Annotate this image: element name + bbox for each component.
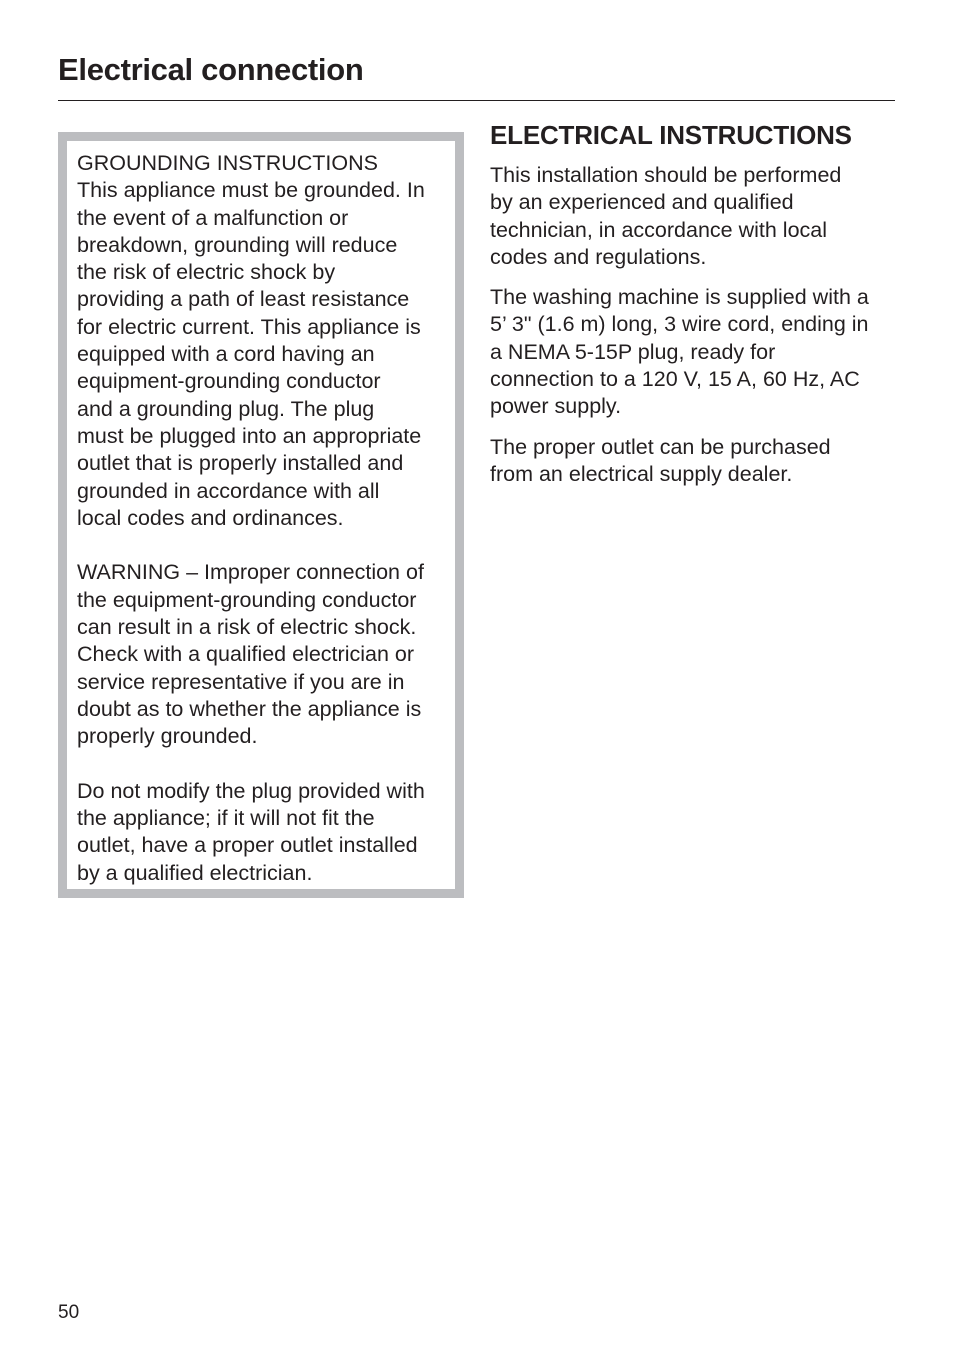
electrical-instructions-section [490, 118, 900, 501]
text-line: 5’ 3" (1.6 m) long, 3 wire cord, ending in [490, 312, 869, 337]
plug-modification-paragraph [77, 778, 455, 887]
text-line: and a grounding plug. The plug [77, 396, 375, 421]
text-line: codes and regulations. [490, 244, 707, 269]
text-line: outlet that is properly installed and [77, 451, 404, 476]
text-line: equipped with a cord having an [77, 342, 375, 367]
text-line: This installation should be performed [490, 163, 842, 187]
text-line: Do not modify the plug provided with [77, 778, 425, 803]
page-number: 50 [58, 1302, 80, 1323]
text-line: The washing machine is supplied with a [490, 285, 869, 310]
grounding-warning-box [58, 132, 464, 898]
text-line: properly grounded. [77, 724, 258, 749]
text-line: the risk of electric shock by [77, 260, 336, 285]
text-line: providing a path of least resistance [77, 287, 410, 312]
text-line: for electric current. This appliance is [77, 314, 421, 339]
text-line: WARNING – Improper connection of [77, 560, 424, 585]
text-line: technician, in accordance with local [490, 217, 828, 242]
text-line: Check with a qualified electrician or [77, 642, 414, 667]
outlet-purchase-paragraph [490, 434, 900, 489]
text-line: The proper outlet can be purchased [490, 434, 831, 459]
text-line: This appliance must be grounded. In [77, 178, 425, 203]
title-divider [58, 100, 895, 101]
text-line: power supply. [490, 394, 622, 419]
text-line: outlet, have a proper outlet installed [77, 833, 418, 858]
installation-paragraph [490, 162, 900, 271]
text-line: by an experienced and qualified [490, 190, 794, 215]
text-line: breakdown, grounding will reduce [77, 232, 398, 257]
text-line: the event of a malfunction or [77, 205, 349, 230]
page-title: Electrical connection [58, 52, 364, 87]
text-line: equipment-grounding conductor [77, 369, 381, 394]
text-line: service representative if you are in [77, 669, 405, 694]
text-line: local codes and ordinances. [77, 505, 344, 530]
text-line: the equipment-grounding conductor [77, 587, 417, 612]
text-line: can result in a risk of electric shock. [77, 615, 417, 640]
text-line: the appliance; if it will not fit the [77, 806, 375, 831]
power-cord-paragraph [490, 284, 900, 420]
text-line: connection to a 120 V, 15 A, 60 Hz, AC [490, 367, 860, 392]
text-line: doubt as to whether the appliance is [77, 696, 422, 721]
text-line: by a qualified electrician. [77, 860, 313, 885]
grounding-instructions-paragraph [77, 150, 455, 532]
text-line: from an electrical supply dealer. [490, 461, 793, 486]
section-heading: ELECTRICAL INSTRUCTIONS [490, 120, 852, 150]
text-line: grounded in accordance with all [77, 478, 380, 503]
text-line: must be plugged into an appropriate [77, 423, 422, 448]
text-line: GROUNDING INSTRUCTIONS [77, 151, 378, 175]
warning-paragraph [77, 559, 455, 750]
text-line: a NEMA 5-15P plug, ready for [490, 339, 776, 364]
